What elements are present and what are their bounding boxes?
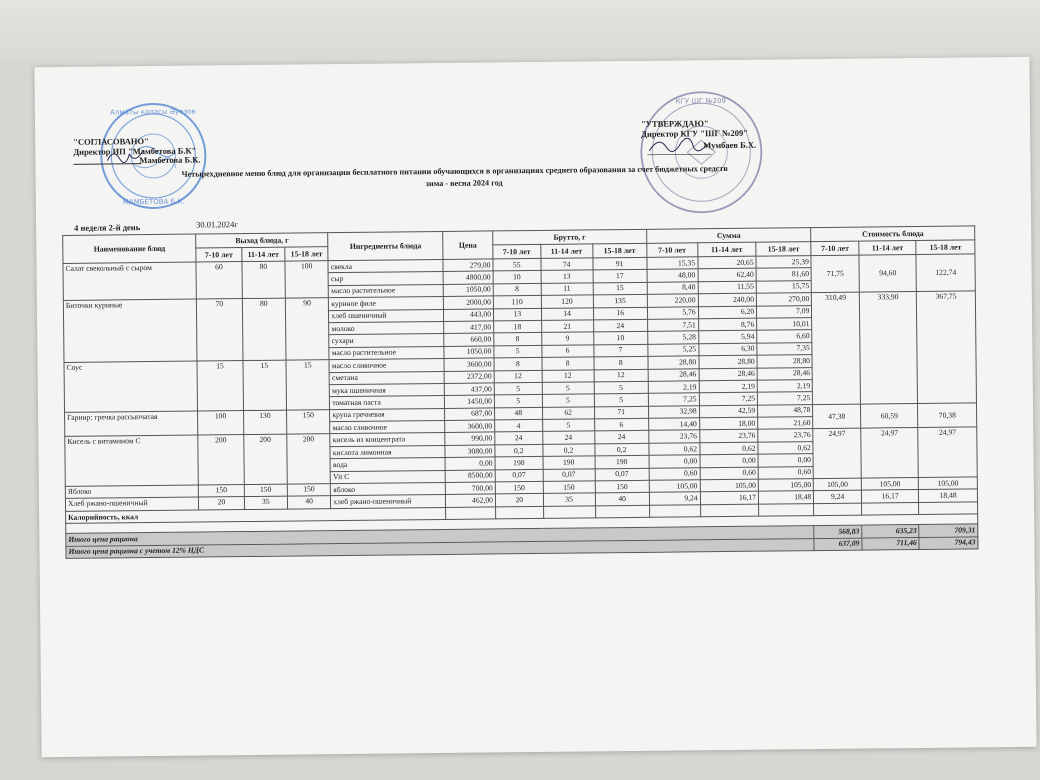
sum-value: 42,59 xyxy=(699,405,758,418)
sum-value: 0,00 xyxy=(649,455,700,468)
sum-value: 240,00 xyxy=(698,293,757,306)
sum-value: 5,94 xyxy=(698,331,757,344)
brutto-value: 17 xyxy=(593,270,647,283)
brutto-value: 74 xyxy=(541,258,593,271)
sum-value: 5,76 xyxy=(647,306,698,319)
left-seal-text-bottom: МАМБЕТОВА Б.К. xyxy=(122,197,185,207)
approval-right-title: "УТВЕРЖДАЮ" xyxy=(640,118,709,129)
output-value: 100 xyxy=(198,410,244,435)
sum-value: 6,30 xyxy=(698,343,757,356)
output-value: 80 xyxy=(242,298,286,360)
ingredient-price: 990,00 xyxy=(445,432,495,445)
sum-value: 11,55 xyxy=(698,281,757,294)
total-value-age2: 635,23 xyxy=(862,525,920,538)
sum-value: 7,35 xyxy=(757,342,812,355)
dish-cost-value: 105,00 xyxy=(919,477,978,490)
brutto-value: 40 xyxy=(595,493,649,506)
output-value: 40 xyxy=(287,496,330,509)
ingredient-name: сметана xyxy=(329,371,444,385)
ingredient-price: 687,00 xyxy=(445,408,495,421)
sum-value: 28,80 xyxy=(757,355,812,368)
dish-cost-value: 9,24 xyxy=(814,491,862,504)
brutto-value: 11 xyxy=(541,283,593,296)
dish-name: Салат свекольный с сыром xyxy=(63,262,197,301)
ingredient-name: масло растительное xyxy=(329,284,444,298)
sum-value: 21,60 xyxy=(758,417,813,430)
output-value: 100 xyxy=(285,261,329,299)
sum-value: 28,46 xyxy=(699,368,758,381)
brutto-value: 150 xyxy=(543,481,595,494)
sum-value: 0,62 xyxy=(758,441,813,454)
sum-value: 48,78 xyxy=(758,404,813,417)
sum-value: 32,98 xyxy=(648,405,699,418)
sum-value: 8,76 xyxy=(698,318,757,331)
sum-value: 28,46 xyxy=(757,367,812,380)
header-output-age1: 7-10 лет xyxy=(196,248,242,262)
dish-cost-value: 310,49 xyxy=(812,292,861,404)
header-cost-age1: 7-10 лет xyxy=(811,241,859,255)
dish-cost-value: 24,97 xyxy=(918,427,977,477)
ingredient-price: 417,00 xyxy=(444,321,494,334)
ingredient-name: кисель из концентрата xyxy=(330,433,445,447)
brutto-value: 21 xyxy=(541,320,593,333)
background-wall xyxy=(0,0,1040,60)
header-ingredients: Ингредиенты блюда xyxy=(328,231,443,260)
brutto-value: 0,2 xyxy=(542,444,594,457)
brutto-value: 24 xyxy=(593,319,647,332)
header-output-age2: 11-14 лет xyxy=(242,247,285,261)
header-sum-age1: 7-10 лет xyxy=(647,243,698,258)
brutto-value: 16 xyxy=(593,307,647,320)
output-value: 35 xyxy=(244,497,287,510)
sum-value: 8,40 xyxy=(647,282,698,295)
output-value: 20 xyxy=(199,497,245,510)
sum-value: 105,00 xyxy=(700,479,759,492)
approval-left-position: Директор ИП "Мамбетова Б.К" xyxy=(73,145,197,157)
document-title: Четырехдневное меню блюд для организации бесплатного питании обучающихся в организациях среднего образования за счет бюджетных средств xyxy=(181,163,728,179)
brutto-value: 5 xyxy=(542,382,594,395)
dish-name: Соус xyxy=(64,361,198,412)
output-value: 70 xyxy=(197,299,243,361)
ingredient-name: масло растительное xyxy=(329,346,444,360)
sum-value: 62,40 xyxy=(698,269,757,282)
brutto-value: 12 xyxy=(542,369,594,382)
approval-left-signature-name: Мамбетова Б.К. xyxy=(139,154,201,166)
dish-cost-value: 16,17 xyxy=(861,490,919,503)
menu-table-body xyxy=(63,254,978,511)
output-value: 150 xyxy=(244,484,287,497)
sum-value: 28,80 xyxy=(648,356,699,369)
ingredient-name: хлеб ржано-пшеничный xyxy=(331,495,446,509)
sum-value: 0,60 xyxy=(700,467,759,480)
total-value-age3: 709,31 xyxy=(919,524,978,537)
output-value: 15 xyxy=(243,360,287,410)
total-vat-label: Итого цена рациона с учетом 12% НДС xyxy=(66,538,814,558)
total-vat-value-age3: 794,43 xyxy=(919,536,978,549)
output-value: 60 xyxy=(196,262,242,300)
dish-cost-value: 70,38 xyxy=(918,403,977,428)
sum-value: 0,60 xyxy=(649,467,700,480)
sum-value: 15,75 xyxy=(756,280,811,293)
sum-value: 10,01 xyxy=(757,318,812,331)
brutto-value: 190 xyxy=(543,456,595,469)
ingredient-price: 462,00 xyxy=(446,494,496,507)
brutto-value: 10 xyxy=(493,271,541,284)
ingredient-name: крупа гречневая xyxy=(330,408,445,422)
header-dish-name: Наименование блюд xyxy=(63,234,196,263)
dish-name: Биточки куриные xyxy=(63,299,197,362)
header-cost-age3: 15-18 лет xyxy=(916,240,975,255)
brutto-value: 6 xyxy=(594,418,648,431)
brutto-value: 55 xyxy=(493,258,541,271)
output-value: 200 xyxy=(287,434,331,484)
dish-name: Яблоко xyxy=(65,485,198,499)
week-day-label: 4 неделя 2-й день xyxy=(74,222,141,233)
approval-right-signature-name: Мумбаев Б.Х. xyxy=(703,139,757,151)
brutto-value: 18 xyxy=(494,320,542,333)
sum-value: 7,25 xyxy=(757,392,812,405)
sum-value: 23,76 xyxy=(758,429,813,442)
output-value: 200 xyxy=(198,435,244,485)
brutto-value: 8 xyxy=(542,357,594,370)
calories-label: Калорийность, ккал xyxy=(66,507,446,523)
ingredient-name: томатная паста xyxy=(330,396,445,410)
ingredient-name: сыр xyxy=(328,272,443,286)
right-handwritten-signature xyxy=(647,134,711,159)
brutto-value: 120 xyxy=(541,295,593,308)
sum-value: 7,25 xyxy=(648,393,699,406)
sum-value: 6,60 xyxy=(757,330,812,343)
sum-value: 9,24 xyxy=(649,492,700,505)
output-value: 130 xyxy=(243,410,287,435)
output-value: 15 xyxy=(286,360,330,410)
document-subtitle: зима - весна 2024 год xyxy=(425,178,503,189)
dish-name: Гарнир: гречка рассыпчатая xyxy=(65,411,198,437)
header-price: Цена xyxy=(443,231,493,260)
ingredient-price: 3600,00 xyxy=(444,358,494,371)
dish-cost-value: 333,90 xyxy=(859,292,918,404)
sum-value: 105,00 xyxy=(758,479,813,492)
brutto-value: 190 xyxy=(595,456,649,469)
sum-value: 23,76 xyxy=(648,430,699,443)
header-cost: Стоимость блюда xyxy=(811,226,975,242)
brutto-value: 15 xyxy=(593,282,647,295)
brutto-value: 5 xyxy=(542,394,594,407)
brutto-value: 5 xyxy=(494,382,542,395)
dish-cost-value: 94,60 xyxy=(859,255,917,293)
ingredient-name: куриное филе xyxy=(329,297,444,311)
sum-value: 48,00 xyxy=(647,269,698,282)
sum-value: 28,80 xyxy=(699,355,758,368)
sum-value: 20,65 xyxy=(698,256,757,269)
brutto-value: 5 xyxy=(494,395,542,408)
document-date: 30.01.2024г xyxy=(196,219,238,230)
sum-value: 2,19 xyxy=(648,381,699,394)
sum-value: 7,25 xyxy=(699,392,758,405)
ingredient-name: яблоко xyxy=(331,482,446,496)
brutto-value: 0,07 xyxy=(595,468,649,481)
approval-right-position: Директор КГУ "ШГ №209" xyxy=(641,127,749,139)
ingredient-name: хлеб пшеничный xyxy=(329,309,444,323)
ingredient-price: 1050,00 xyxy=(443,284,493,297)
dish-cost-value: 24,97 xyxy=(861,428,919,478)
sum-value: 5,28 xyxy=(647,331,698,344)
header-brutto: Брутто, г xyxy=(493,229,647,245)
brutto-value: 135 xyxy=(593,294,647,307)
sum-value: 14,40 xyxy=(648,418,699,431)
brutto-value: 35 xyxy=(543,493,595,506)
brutto-value: 5 xyxy=(594,394,648,407)
ingredient-name: вода xyxy=(330,458,445,472)
sum-value: 15,35 xyxy=(647,257,698,270)
ingredient-price: 2000,00 xyxy=(443,296,493,309)
brutto-value: 12 xyxy=(594,369,648,382)
sum-value: 18,00 xyxy=(699,417,758,430)
ingredient-price: 3080,00 xyxy=(445,445,495,458)
header-brutto-age2: 11-14 лет xyxy=(540,244,592,259)
brutto-value: 71 xyxy=(594,406,648,419)
ingredient-price: 4800,00 xyxy=(443,271,493,284)
sum-value: 105,00 xyxy=(649,480,700,493)
ingredient-price: 1450,00 xyxy=(445,395,495,408)
dish-cost-value: 122,74 xyxy=(916,254,975,292)
sum-value: 7,09 xyxy=(757,305,812,318)
ingredient-price: 437,00 xyxy=(444,383,494,396)
dish-cost-value: 60,59 xyxy=(860,403,918,428)
dish-cost-value: 105,00 xyxy=(814,478,862,491)
ingredient-name: сухари xyxy=(329,334,444,348)
dish-cost-value: 47,38 xyxy=(813,404,861,429)
total-vat-value-age2: 711,46 xyxy=(862,537,920,550)
sum-value: 2,19 xyxy=(699,380,758,393)
brutto-value: 110 xyxy=(493,296,541,309)
output-value: 90 xyxy=(285,298,329,360)
brutto-value: 150 xyxy=(595,480,649,493)
right-seal-text-top: КГУ ШГ №209 xyxy=(675,96,727,106)
dish-name: Хлеб ржано-пшеничный xyxy=(65,497,198,511)
sum-value: 220,00 xyxy=(647,294,698,307)
ingredient-price: 700,00 xyxy=(445,482,495,495)
brutto-value: 8 xyxy=(493,283,541,296)
brutto-value: 13 xyxy=(541,270,593,283)
brutto-value: 0,2 xyxy=(594,443,648,456)
brutto-value: 190 xyxy=(495,457,543,470)
brutto-value: 7 xyxy=(593,344,647,357)
brutto-value: 5 xyxy=(594,381,648,394)
brutto-value: 9 xyxy=(541,332,593,345)
sum-value: 0,00 xyxy=(700,454,759,467)
header-brutto-age3: 15-18 лет xyxy=(592,243,646,258)
output-value: 150 xyxy=(199,485,245,498)
brutto-value: 0,07 xyxy=(495,469,543,482)
sum-value: 23,76 xyxy=(699,430,758,443)
sum-value: 0,62 xyxy=(700,442,759,455)
dish-cost-value: 18,48 xyxy=(919,489,978,502)
brutto-value: 13 xyxy=(493,308,541,321)
ingredient-name: масло сливочное xyxy=(329,359,444,373)
sum-value: 7,51 xyxy=(647,319,698,332)
ingredient-name: Vit C xyxy=(331,470,446,484)
brutto-value: 150 xyxy=(495,481,543,494)
ingredient-name: масло сливочное xyxy=(330,421,445,435)
output-value: 80 xyxy=(242,261,286,299)
brutto-value: 20 xyxy=(495,494,543,507)
header-brutto-age1: 7-10 лет xyxy=(493,244,541,258)
dish-cost-value: 24,97 xyxy=(813,429,861,479)
ingredient-name: мука пшеничная xyxy=(330,383,445,397)
sum-value: 0,62 xyxy=(649,443,700,456)
approval-left-title: "СОГЛАСОВАНО" xyxy=(73,136,149,147)
dish-cost-value: 105,00 xyxy=(861,478,919,491)
ingredient-price: 660,00 xyxy=(444,333,494,346)
sum-value: 5,25 xyxy=(648,344,699,357)
header-output: Выход блюда, г xyxy=(196,233,328,248)
ingredient-name: молоко xyxy=(329,321,444,335)
brutto-value: 5 xyxy=(542,419,594,432)
brutto-value: 91 xyxy=(593,257,647,270)
ingredient-name: свекла xyxy=(328,259,443,273)
header-cost-age2: 11-14 лет xyxy=(859,241,917,256)
brutto-value: 8 xyxy=(494,333,542,346)
brutto-value: 10 xyxy=(593,332,647,345)
ingredient-price: 8500,00 xyxy=(445,470,495,483)
output-value: 200 xyxy=(243,435,287,485)
brutto-value: 48 xyxy=(494,407,542,420)
brutto-value: 8 xyxy=(594,356,648,369)
total-label: Итого цена рациона xyxy=(66,526,814,546)
output-value: 15 xyxy=(197,361,243,411)
sum-value: 25,39 xyxy=(756,256,811,269)
dish-cost-value: 71,75 xyxy=(811,255,859,293)
sum-value: 2,19 xyxy=(757,380,812,393)
brutto-value: 62 xyxy=(542,407,594,420)
left-seal-text-top: Алматы қаласы Әуезов xyxy=(110,107,196,117)
dish-name: Кисель с витамином С xyxy=(65,436,199,487)
menu-table xyxy=(62,225,978,559)
ingredient-price: 279,00 xyxy=(443,259,493,272)
sum-value: 28,46 xyxy=(648,368,699,381)
brutto-value: 24 xyxy=(594,431,648,444)
brutto-value: 24 xyxy=(495,432,543,445)
brutto-value: 12 xyxy=(494,370,542,383)
ingredient-price: 3600,00 xyxy=(445,420,495,433)
output-value: 150 xyxy=(287,409,331,434)
header-sum-age3: 15-18 лет xyxy=(756,242,811,257)
brutto-value: 0,07 xyxy=(543,469,595,482)
header-sum: Сумма xyxy=(646,228,811,244)
ingredient-price: 2372,00 xyxy=(444,370,494,383)
ingredient-price: 0,00 xyxy=(445,457,495,470)
brutto-value: 5 xyxy=(494,345,542,358)
total-value-age1: 568,83 xyxy=(814,525,862,538)
sum-value: 81,60 xyxy=(756,268,811,281)
ingredient-price: 443,00 xyxy=(444,308,494,321)
brutto-value: 0,2 xyxy=(495,444,543,457)
output-value: 150 xyxy=(287,484,330,497)
document-sheet xyxy=(34,57,1036,757)
sum-value: 16,17 xyxy=(700,492,759,505)
brutto-value: 4 xyxy=(495,420,543,433)
header-sum-age2: 11-14 лет xyxy=(697,242,756,257)
brutto-value: 24 xyxy=(542,431,594,444)
sum-value: 270,00 xyxy=(756,293,811,306)
sum-value: 0,00 xyxy=(758,454,813,467)
header-output-age3: 15-18 лет xyxy=(285,247,328,261)
brutto-value: 14 xyxy=(541,307,593,320)
sum-value: 18,48 xyxy=(759,491,814,504)
ingredient-price: 1050,00 xyxy=(444,346,494,359)
ingredient-name: кислота лимонная xyxy=(330,445,445,459)
brutto-value: 6 xyxy=(541,345,593,358)
sum-value: 0,60 xyxy=(758,466,813,479)
sum-value: 6,20 xyxy=(698,306,757,319)
total-vat-value-age1: 637,09 xyxy=(814,538,862,551)
brutto-value: 8 xyxy=(494,358,542,371)
dish-cost-value: 367,75 xyxy=(917,291,977,403)
